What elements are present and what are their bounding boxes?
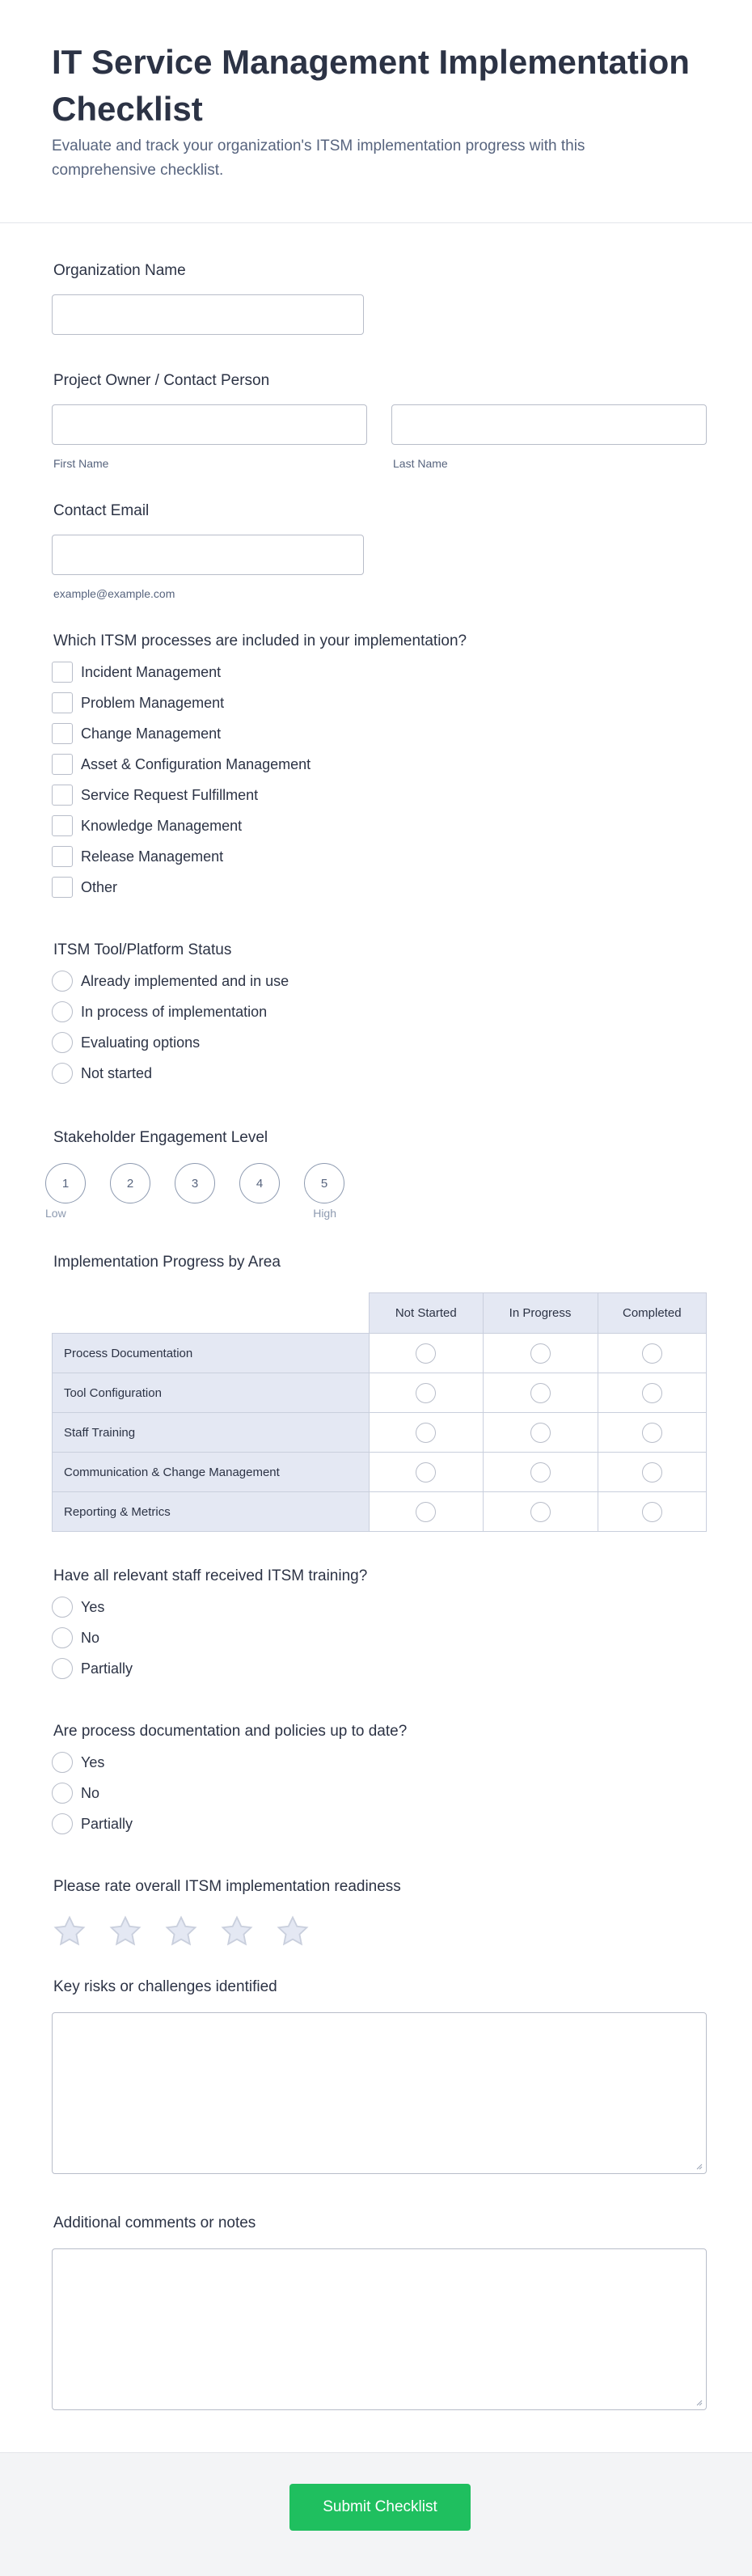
documentation-option-label: No — [81, 1784, 100, 1801]
processes-field — [52, 632, 707, 903]
matrix-row-label: Staff Training — [53, 1413, 370, 1453]
process-option[interactable] — [52, 810, 707, 841]
matrix-radio[interactable] — [642, 1383, 662, 1403]
radio-button[interactable] — [52, 1001, 73, 1022]
matrix-row-label: Process Documentation — [53, 1334, 370, 1373]
matrix-radio[interactable] — [530, 1502, 551, 1522]
matrix-row — [53, 1334, 707, 1373]
organization-label: Organization Name — [53, 262, 186, 279]
matrix-row — [53, 1373, 707, 1413]
process-option-label: Problem Management — [81, 694, 225, 711]
documentation-label: Are process documentation and policies up to date? — [53, 1723, 408, 1740]
matrix-radio[interactable] — [416, 1383, 436, 1403]
matrix-column-header: Completed — [598, 1293, 706, 1334]
matrix-radio[interactable] — [642, 1343, 662, 1364]
matrix-radio[interactable] — [642, 1502, 662, 1522]
matrix-row — [53, 1453, 707, 1492]
engagement-scale — [45, 1163, 707, 1203]
process-option-label: Asset & Configuration Management — [81, 755, 311, 772]
documentation-option[interactable] — [52, 1808, 707, 1839]
form-body — [0, 262, 752, 2410]
process-option[interactable] — [52, 687, 707, 718]
documentation-option-label: Yes — [81, 1753, 105, 1770]
process-option[interactable] — [52, 841, 707, 872]
training-label: Have all relevant staff received ITSM training? — [53, 1567, 368, 1584]
documentation-field — [52, 1723, 707, 1839]
tool-status-option-label: In process of implementation — [81, 1003, 268, 1020]
matrix-row-label: Communication & Change Management — [53, 1453, 370, 1492]
matrix-radio[interactable] — [416, 1462, 436, 1483]
matrix-row-label: Reporting & Metrics — [53, 1492, 370, 1532]
star-rating — [52, 1914, 707, 1949]
email-sublabel: example@example.com — [53, 587, 175, 600]
process-option[interactable] — [52, 872, 707, 903]
checkbox[interactable] — [52, 692, 73, 713]
owner-label: Project Owner / Contact Person — [53, 372, 270, 389]
matrix-radio[interactable] — [530, 1343, 551, 1364]
first-name-sublabel: First Name — [53, 457, 109, 470]
matrix-radio[interactable] — [416, 1423, 436, 1443]
owner-field — [52, 372, 707, 470]
radio-button[interactable] — [52, 1658, 73, 1679]
radio-button[interactable] — [52, 1627, 73, 1648]
tool-status-option-label: Already implemented and in use — [81, 972, 289, 989]
radio-button[interactable] — [52, 1032, 73, 1053]
training-option[interactable] — [52, 1653, 707, 1684]
checkbox[interactable] — [52, 723, 73, 744]
engagement-field — [45, 1129, 707, 1220]
processes-options — [52, 657, 707, 903]
matrix-radio[interactable] — [530, 1383, 551, 1403]
documentation-option[interactable] — [52, 1747, 707, 1778]
documentation-option-label: Partially — [81, 1815, 133, 1832]
radio-button[interactable] — [52, 1597, 73, 1618]
risks-label: Key risks or challenges identified — [53, 1978, 277, 1995]
tool-status-label: ITSM Tool/Platform Status — [53, 941, 232, 958]
process-option[interactable] — [52, 657, 707, 687]
star-icon[interactable] — [52, 1914, 87, 1949]
form-header — [0, 0, 752, 223]
radio-button[interactable] — [52, 971, 73, 992]
scale-option-4[interactable]: 4 — [239, 1163, 280, 1203]
scale-option-2[interactable]: 2 — [110, 1163, 150, 1203]
page-description: Evaluate and track your organization's ITSM implementation progress with this comprehensive checklist. — [52, 137, 585, 179]
process-option-label: Release Management — [81, 848, 224, 865]
comments-textarea[interactable] — [52, 2248, 707, 2410]
matrix-column-header: Not Started — [370, 1293, 484, 1334]
organization-input[interactable] — [52, 294, 364, 335]
scale-option-3[interactable]: 3 — [175, 1163, 215, 1203]
email-input[interactable] — [52, 535, 364, 575]
scale-high-label: High — [313, 1207, 336, 1220]
risks-field — [52, 1978, 707, 2174]
process-option-label: Service Request Fulfillment — [81, 786, 259, 803]
process-option-label: Change Management — [81, 725, 222, 742]
submit-button[interactable]: Submit Checklist — [289, 2484, 471, 2531]
star-icon[interactable] — [275, 1914, 311, 1949]
organization-field — [52, 262, 707, 335]
risks-textarea[interactable] — [52, 2012, 707, 2174]
radio-button[interactable] — [52, 1063, 73, 1084]
scale-low-label: Low — [45, 1207, 66, 1220]
tool-status-option[interactable] — [52, 966, 707, 996]
training-option-label: Partially — [81, 1660, 133, 1677]
documentation-option[interactable] — [52, 1778, 707, 1808]
email-label: Contact Email — [53, 502, 150, 519]
scale-labels — [45, 1207, 336, 1220]
progress-label: Implementation Progress by Area — [53, 1254, 281, 1271]
process-option-label: Knowledge Management — [81, 817, 243, 834]
tool-status-field — [52, 941, 707, 1089]
page-title: IT Service Management Implementation Checklist — [52, 43, 690, 128]
process-option[interactable] — [52, 749, 707, 780]
process-option[interactable] — [52, 780, 707, 810]
matrix-row-label: Tool Configuration — [53, 1373, 370, 1413]
matrix-radio[interactable] — [416, 1343, 436, 1364]
process-option[interactable] — [52, 718, 707, 749]
comments-label: Additional comments or notes — [53, 2214, 256, 2231]
tool-status-option[interactable] — [52, 996, 707, 1027]
matrix-row — [53, 1492, 707, 1532]
processes-label: Which ITSM processes are included in your implementation? — [53, 632, 467, 649]
last-name-sublabel: Last Name — [393, 457, 448, 470]
star-icon[interactable] — [219, 1914, 255, 1949]
matrix-corner — [53, 1293, 370, 1334]
training-option-label: Yes — [81, 1598, 105, 1615]
radio-button[interactable] — [52, 1752, 73, 1773]
process-option-label: Incident Management — [81, 663, 222, 680]
training-option-label: No — [81, 1629, 100, 1646]
radio-button[interactable] — [52, 1813, 73, 1834]
training-field — [52, 1567, 707, 1684]
matrix-row — [53, 1413, 707, 1453]
checkbox[interactable] — [52, 662, 73, 683]
email-field — [52, 502, 707, 600]
resize-grip-icon[interactable] — [695, 2398, 703, 2406]
radio-button[interactable] — [52, 1783, 73, 1804]
checkbox[interactable] — [52, 754, 73, 775]
checkbox[interactable] — [52, 815, 73, 836]
tool-status-option-label: Not started — [81, 1064, 153, 1081]
matrix-radio[interactable] — [642, 1462, 662, 1483]
tool-status-option[interactable] — [52, 1058, 707, 1089]
comments-field — [52, 2214, 707, 2410]
progress-field — [52, 1254, 707, 1532]
process-option-label: Other — [81, 878, 118, 895]
rating-label: Please rate overall ITSM implementation readiness — [53, 1878, 401, 1895]
form-footer — [0, 2452, 752, 2576]
matrix-radio[interactable] — [530, 1462, 551, 1483]
matrix-radio[interactable] — [642, 1423, 662, 1443]
scale-option-1[interactable]: 1 — [45, 1163, 86, 1203]
training-option[interactable] — [52, 1592, 707, 1622]
progress-matrix — [52, 1292, 707, 1532]
rating-field — [52, 1878, 707, 1949]
tool-status-option-label: Evaluating options — [81, 1034, 201, 1051]
resize-grip-icon[interactable] — [695, 2162, 703, 2170]
matrix-column-header: In Progress — [483, 1293, 598, 1334]
star-icon[interactable] — [108, 1914, 143, 1949]
tool-status-option[interactable] — [52, 1027, 707, 1058]
matrix-radio[interactable] — [530, 1423, 551, 1443]
matrix-radio[interactable] — [416, 1502, 436, 1522]
engagement-label: Stakeholder Engagement Level — [53, 1129, 268, 1146]
checkbox[interactable] — [52, 846, 73, 867]
checkbox[interactable] — [52, 785, 73, 806]
star-icon[interactable] — [163, 1914, 199, 1949]
training-option[interactable] — [52, 1622, 707, 1653]
checkbox[interactable] — [52, 877, 73, 898]
last-name-input[interactable] — [391, 404, 707, 445]
scale-option-5[interactable]: 5 — [304, 1163, 344, 1203]
first-name-input[interactable] — [52, 404, 367, 445]
